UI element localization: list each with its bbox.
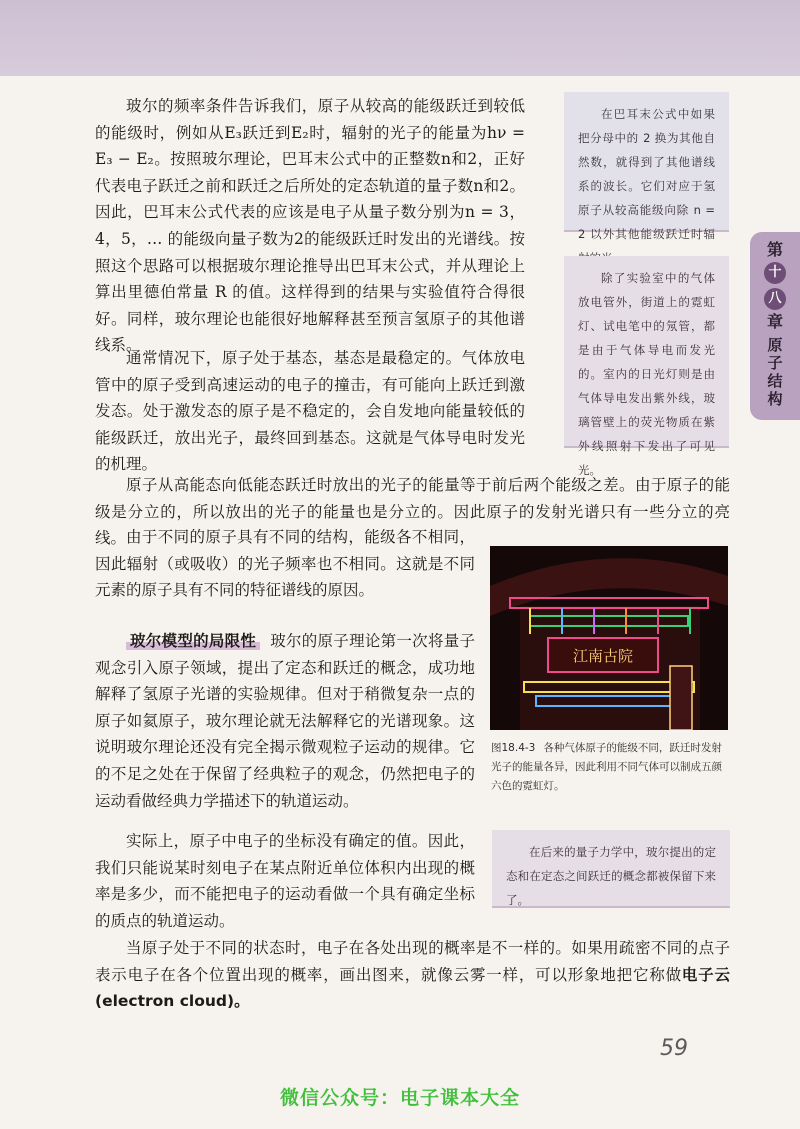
chapter-tab xyxy=(750,232,800,420)
paragraph-electron-coordinates: 实际上，原子中电子的坐标没有确定的值。因此，我们只能说某时刻电子在某点附近单位体积内出现的概率是多少，而不能把电子的运动看做一个具有确定坐标的质点的轨道运动。 xyxy=(95,832,475,930)
chapter-label-top: 第 xyxy=(766,240,783,259)
paragraph-characteristic-lines: 由于不同的原子具有不同的结构，能级各不相同，因此辐射（或吸收）的光子频率也不相同。这就是不同元素的原子具有不同的特征谱线的原因。 xyxy=(95,528,475,600)
paragraph-electron-cloud xyxy=(95,935,730,1015)
neon-gate-illustration xyxy=(490,546,728,730)
paragraph-bohr-limitations xyxy=(95,628,475,814)
chapter-title: 原子结构 xyxy=(767,336,783,408)
neon-sign-text: 江南古院 xyxy=(572,647,634,665)
figure-caption xyxy=(491,739,731,796)
sidenote-quantum-mechanics: 在后来的量子力学中，玻尔提出的定态和在定态之间跃迁的概念都被保留下来了。 xyxy=(492,830,730,908)
header-band xyxy=(0,0,800,76)
chapter-label-bottom: 章 xyxy=(766,312,783,331)
term-electron-cloud-en: (electron cloud)。 xyxy=(95,992,250,1011)
page-number: 59 xyxy=(660,1036,688,1061)
neon-lights-photo xyxy=(490,546,728,730)
sidenote-gas-discharge: 除了实验室中的气体放电管外，街道上的霓虹灯、试电笔中的氖管，都是由于气体导电而发光的。室内的日光灯则是由气体导电发出紫外线，玻璃管壁上的荧光物质在紫外线照射下发出了可见光。 xyxy=(564,256,729,448)
paragraph-discrete-lines: 原子从高能态向低能态跃迁时放出的光子的能量等于前后两个能级之差。由于原子的能级是分立的，所以放出的光子的能量也是分立的。因此原子的发射光谱只有一些分立的亮线。 xyxy=(95,476,730,548)
figure-number: 图18.4-3 xyxy=(491,742,536,754)
paragraph-electron-cloud-text: 当原子处于不同的状态时，电子在各处出现的概率是不一样的。如果用疏密不同的点子表示电子在各个位置出现的概率，画出图来，就像云雾一样，可以形象地把它称做 xyxy=(95,939,730,984)
paragraph-bohr-frequency: 玻尔的频率条件告诉我们，原子从较高的能级跃迁到较低的能级时，例如从E₃跃迁到E₂时，辐射的光子的能量为hν = E₃ − E₂。按照玻尔理论，巴耳末公式中的正整数n和2，正好代表电子跃迁之前和跃迁之后所处的定态轨道的量子数n和2。因此，巴耳末公式代表的应该是电子从量子数分别为n = 3，4，5，… 的能级向量子数为2的能级跃迁时发出的光谱线。按照这个思路可以根据玻尔理论推导出巴耳末公式，并从理论上算出里德伯常量 R 的值。这样得到的结果与实验值符合得很好。同样，玻尔理论也能很好地解释甚至预言氢原子的其他谱线系。 xyxy=(95,97,525,355)
paragraph-bohr-limitations-text: 玻尔的原子理论第一次将量子观念引入原子领域，提出了定态和跃迁的概念，成功地解释了氢原子光谱的实验规律。但对于稍微复杂一点的原子如氦原子，玻尔理论就无法解释它的光谱现象。这说明玻尔理论还没有完全揭示微观粒子运动的规律。它的不足之处在于保留了经典粒子的观念，仍然把电子的运动看做经典力学描述下的轨道运动。 xyxy=(95,632,475,810)
footer-watermark: 微信公众号：电子课本大全 xyxy=(279,1087,520,1109)
chapter-number-1: 十 xyxy=(764,262,786,284)
paragraph-ground-state: 通常情况下，原子处于基态，基态是最稳定的。气体放电管中的原子受到高速运动的电子的撞击，有可能向上跃迁到激发态。处于激发态的原子是不稳定的，会自发地向能量较低的能级跃迁，放出光子，最终回到基态。这就是气体导电时发光的机理。 xyxy=(95,349,525,474)
section-heading: 玻尔模型的局限性 xyxy=(126,632,260,650)
term-electron-cloud: 电子云 xyxy=(681,965,730,984)
figure-caption-text: 各种气体原子的能级不同，跃迁时发射光子的能量各异，因此利用不同气体可以制成五颜六色的霓虹灯。 xyxy=(491,742,722,792)
sidenote-balmer: 在巴耳末公式中如果把分母中的 2 换为其他自然数，就得到了其他谱线系的波长。它们对应于氢原子从较高能级向除 n = 2 以外其他能级跃迁时辐 xyxy=(564,92,729,232)
chapter-number-2: 八 xyxy=(764,288,786,310)
